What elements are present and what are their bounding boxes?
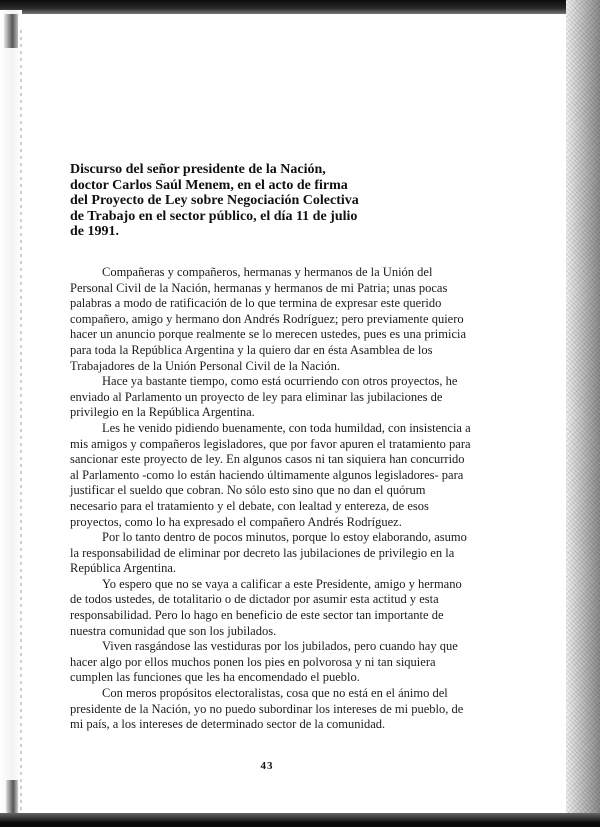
paragraph-start-line: Compañeras y compañeros, hermanas y hermanos de la Unión del [102, 265, 433, 279]
body-line: República Argentina. [70, 561, 176, 576]
page-number: 43 [260, 760, 274, 772]
paragraph-start-line: Con meros propósitos electoralistas, cosa que no está en el ánimo del [102, 686, 448, 701]
paragraph-start-line: Hace ya bastante tiempo, como está ocurriendo con otros proyectos, he [102, 374, 458, 389]
scan-bottom-border [0, 813, 600, 827]
paragraph-start-line: Por lo tanto dentro de pocos minutos, porque lo estoy elaborando, asumo [102, 530, 467, 545]
paragraph-start-line: Viven rasgándose las vestiduras por los jubilados, pero cuando hay que [102, 639, 458, 654]
body-line: al Parlamento -como lo están haciendo últimamente algunos legisladores- para [70, 467, 464, 482]
body-line: presidente de la Nación, yo no puedo subordinar los intereses de mi pueblo, de [70, 701, 464, 716]
body-line: de todos ustedes, de totalitario o de dictador por asumir esta actitud y esta [70, 592, 439, 607]
body-line: Personal Civil de la Nación, hermanas y hermanos de mi Patria; unas pocas [70, 280, 448, 295]
body-line: responsabilidad. Pero lo hago en beneficio de este sector tan importante de [70, 608, 444, 623]
body-line: justificar el sueldo que cobran. No sólo esto sino que no dan el quórum [70, 483, 426, 498]
body-line: mis amigos y compañeros legisladores, que por favor apuren el tratamiento para [70, 436, 471, 451]
body-line: sancionar este proyecto de ley. En algunos casos ni tan siquiera han concurrido [70, 452, 465, 467]
body-line: palabras a modo de ratificación de lo que termina de expresar este querido [70, 296, 442, 311]
body-line: la responsabilidad de eliminar por decreto las jubilaciones de privilegio en la [70, 545, 455, 560]
paragraph-start-line: Yo espero que no se vaya a calificar a este Presidente, amigo y hermano [102, 576, 462, 591]
speech-title-line: Discurso del señor presidente de la Nación, [70, 162, 326, 177]
body-line: nuestra comunidad que son los jubilados. [70, 623, 277, 638]
speech-title-line: de 1991. [70, 224, 119, 240]
body-line: para toda la República Argentina y la quiero dar en ésta Asamblea de los [70, 342, 433, 357]
body-line: necesario para el tratamiento y el debate, con lealtad y entereza, de esos [70, 498, 429, 513]
scan-top-border [0, 0, 600, 14]
speech-title-line: de Trabajo en el sector público, el día 11 de julio [70, 208, 358, 224]
body-line: hacer un anuncio porque realmente se lo merecen ustedes, pues es una primicia [70, 327, 467, 342]
body-line: proyectos, como lo ha expresado el compañero Andrés Rodríguez. [70, 514, 402, 529]
speech-title-line: doctor Carlos Saúl Menem, en el acto de firma [70, 177, 348, 193]
scan-left-edge [0, 10, 22, 815]
body-line: hacer algo por ellos muchos ponen los pies en polvorosa y ni tan siquiera [70, 654, 436, 669]
body-line: compañero, amigo y hermano don Andrés Rodríguez; pero previamente quiero [70, 311, 464, 326]
body-line: cumplen las funciones que les ha encomendado el pueblo. [70, 670, 360, 685]
body-line: enviado al Parlamento un proyecto de ley para eliminar las jubilaciones de [70, 389, 443, 404]
scan-binding-marks [20, 30, 22, 810]
body-line: mi país, a los intereses de determinado sector de la comunidad. [70, 717, 386, 732]
scan-corner-mark-bottom [6, 780, 18, 814]
paragraph-start-line: Les he venido pidiendo buenamente, con toda humildad, con insistencia a [102, 420, 471, 435]
scan-corner-mark-top [4, 14, 18, 48]
speech-title-line: del Proyecto de Ley sobre Negociación Colectiva [70, 193, 359, 209]
scan-right-shadow [566, 0, 600, 827]
body-line: privilegio en la República Argentina. [70, 405, 255, 420]
body-line: Trabajadores de la Unión Personal Civil de la Nación. [70, 358, 340, 373]
speech-body [70, 265, 540, 733]
speech-title [70, 162, 370, 240]
